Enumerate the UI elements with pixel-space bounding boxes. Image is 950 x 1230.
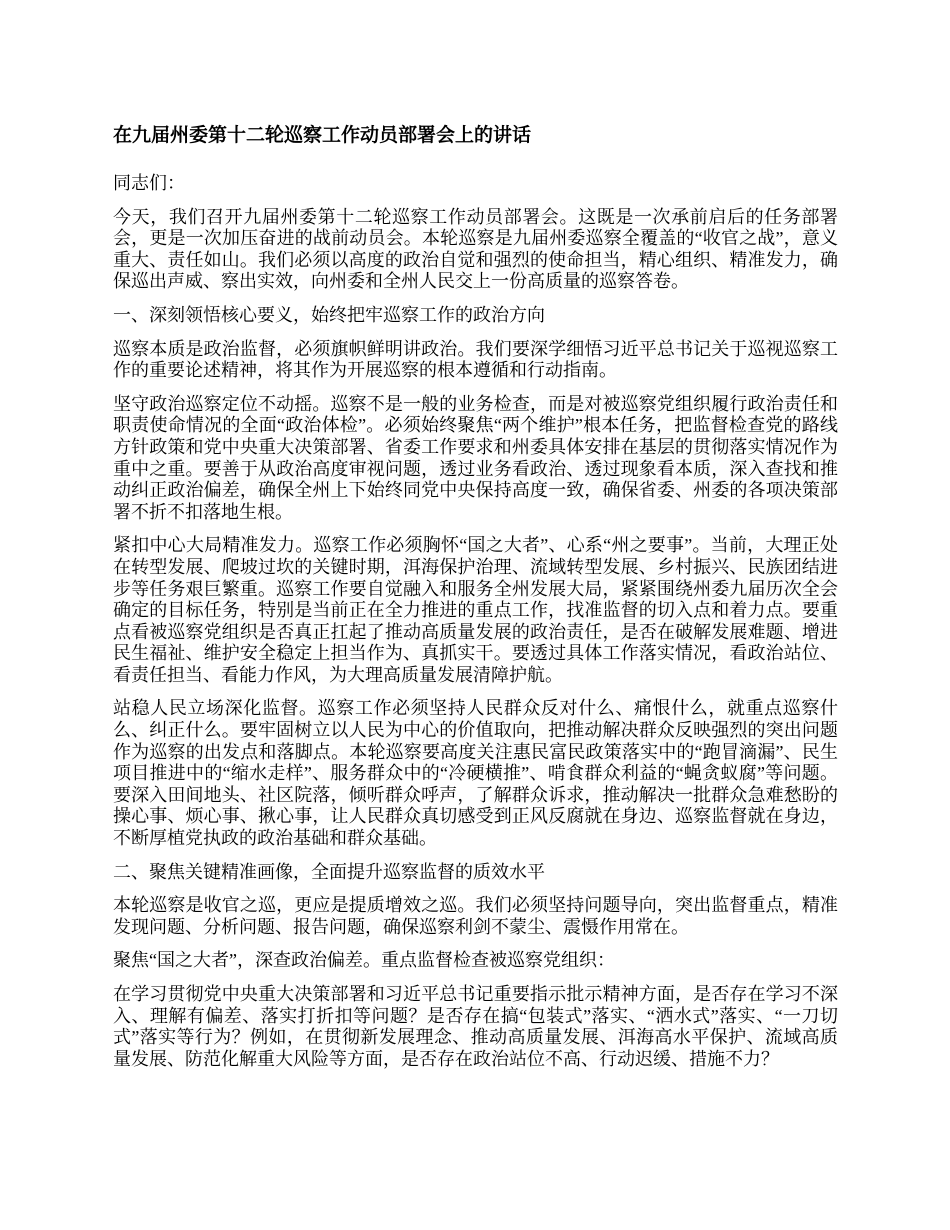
document-title: 在九届州委第十二轮巡察工作动员部署会上的讲话 bbox=[113, 125, 532, 146]
paragraph: 今天，我们召开九届州委第十二轮巡察工作动员部署会。这既是一次承前启后的任务部署会，更是一次加压奋进的战前动员会。本轮巡察是九届州委巡察全覆盖的“收官之战”，意义重大、责任如山。我们必须以高度的政治自觉和强烈的使命担当，精心组织、精准发力，确保巡出声威、察出实效，向州委和全州人民交上一份高质量的巡察答卷。 bbox=[113, 206, 838, 292]
paragraph: 聚焦“国之大者”，深查政治偏差。重点监督检查被巡察党组织： bbox=[113, 950, 615, 971]
section-heading-2: 二、聚焦关键精准画像，全面提升巡察监督的质效水平 bbox=[113, 861, 545, 882]
paragraph: 站稳人民立场深化监督。巡察工作必须坚持人民群众反对什么、痛恨什么，就重点巡察什么、纠正什么。要牢固树立以人民为中心的价值取向，把推动解决群众反映强烈的突出问题作为巡察的出发点和落脚点。本轮巡察要高度关注惠民富民政策落实中的“跑冒滴漏”、民生项目推进中的“缩水走样”、服务群众中的“冷硬横推”、啃食群众利益的“蝇贪蚁腐”等问题。要深入田间地头、社区院落，倾听群众呼声，了解群众诉求，推动解决一批群众急难愁盼的操心事、烦心事、揪心事，让人民群众真切感受到正风反腐就在身边、巡察监督就在身边，不断厚植党执政的政治基础和群众基础。 bbox=[113, 698, 838, 849]
paragraph: 坚守政治巡察定位不动摇。巡察不是一般的业务检查，而是对被巡察党组织履行政治责任和职责使命情况的全面“政治体检”。必须始终聚焦“两个维护”根本任务，把监督检查党的路线方针政策和党中央重大决策部署、省委工作要求和州委具体安排在基层的贯彻落实情况作为重中之重。要善于从政治高度审视问题，透过业务看政治、透过现象看本质，深入查找和推动纠正政治偏差，确保全州上下始终同党中央保持高度一致，确保省委、州委的各项决策部署不折不扣落地生根。 bbox=[113, 393, 838, 522]
paragraph: 紧扣中心大局精准发力。巡察工作必须胸怀“国之大者”、心系“州之要事”。当前，大理正处在转型发展、爬坡过坎的关键时期，洱海保护治理、流域转型发展、乡村振兴、民族团结进步等任务艰巨繁重。巡察工作要自觉融入和服务全州发展大局，紧紧围绕州委九届历次全会确定的目标任务，特别是当前正在全力推进的重点工作，找准监督的切入点和着力点。要重点看被巡察党组织是否真正扛起了推动高质量发展的政治责任，是否在破解发展难题、增进民生福祉、维护安全稳定上担当作为、真抓实干。要透过具体工作落实情况，看政治站位、看责任担当、看能力作风，为大理高质量发展清障护航。 bbox=[113, 535, 838, 685]
section-heading-1: 一、深刻领悟核心要义，始终把牢巡察工作的政治方向 bbox=[113, 304, 545, 325]
paragraph: 巡察本质是政治监督，必须旗帜鲜明讲政治。我们要深学细悟习近平总书记关于巡视巡察工作的重要论述精神，将其作为开展巡察的根本遵循和行动指南。 bbox=[113, 338, 838, 381]
paragraph: 本轮巡察是收官之巡，更应是提质增效之巡。我们必须坚持问题导向，突出监督重点，精准发现问题、分析问题、报告问题，确保巡察利剑不蒙尘、震慑作用常在。 bbox=[113, 895, 838, 937]
paragraph: 在学习贯彻党中央重大决策部署和习近平总书记重要指示批示精神方面，是否存在学习不深入、理解有偏差、落实打折扣等问题？是否存在搞“包装式”落实、“洒水式”落实、“一刀切式”落实等行为？例如，在贯彻新发展理念、推动高质量发展、洱海高水平保护、流域高质量发展、防范化解重大风险等方面，是否存在政治站位不高、行动迟缓、措施不力？ bbox=[113, 984, 838, 1069]
salutation: 同志们： bbox=[113, 173, 185, 193]
